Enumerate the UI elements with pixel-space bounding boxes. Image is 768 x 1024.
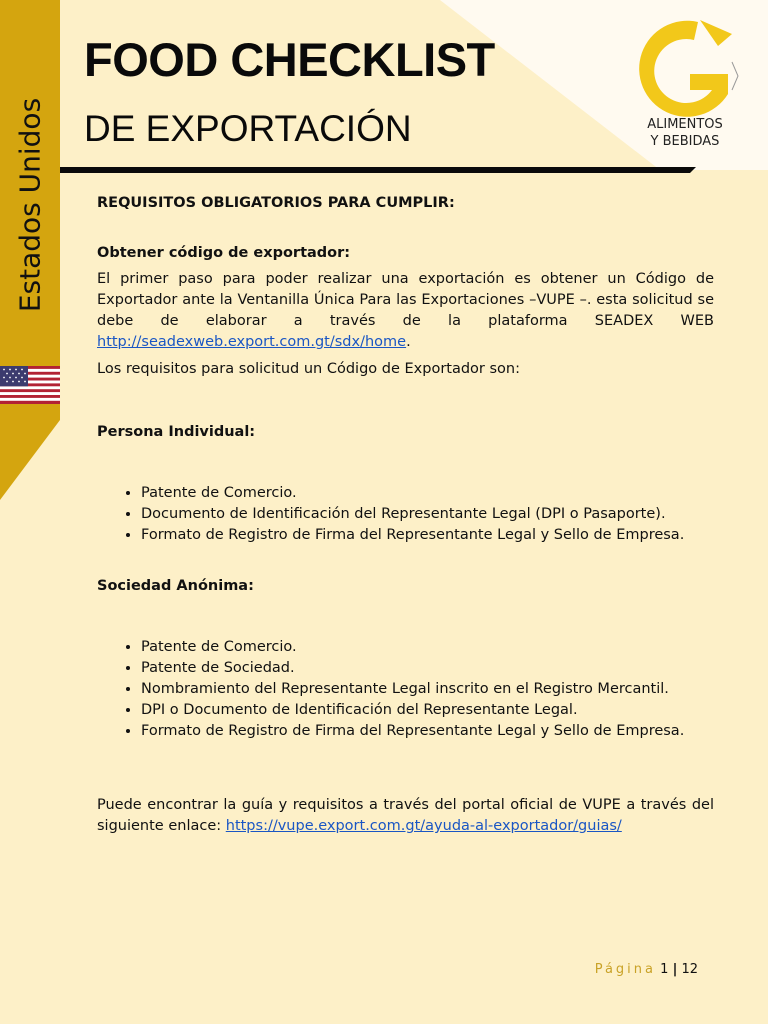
- section-exporter-code-text: [97, 269, 714, 353]
- list-item: • Formato de Registro de Firma del Representante Legal y Sello de Empresa.: [141, 525, 714, 546]
- requirements-intro: Los requisitos para solicitud un Código de Exportador son:: [97, 361, 520, 377]
- closing-paragraph: [97, 795, 714, 837]
- page-subtitle: DE EXPORTACIÓN: [84, 108, 412, 149]
- list-item: • Patente de Comercio.: [141, 637, 714, 658]
- list-item: • Documento de Identificación del Representante Legal (DPI o Pasaporte).: [141, 504, 714, 525]
- list-item: • DPI o Documento de Identificación del Representante Legal.: [141, 700, 714, 721]
- total-pages: 12: [681, 962, 698, 977]
- page-footer: [595, 962, 698, 977]
- sociedad-anonima-title: Sociedad Anónima:: [97, 578, 254, 594]
- page-separator: |: [672, 962, 678, 977]
- sociedad-requirements-list: [97, 637, 714, 742]
- link-suffix: .: [406, 334, 411, 350]
- requirements-heading: REQUISITOS OBLIGATORIOS PARA CUMPLIR:: [97, 195, 455, 211]
- section-exporter-code-title: Obtener código de exportador:: [97, 245, 351, 261]
- persona-individual-title: Persona Individual:: [97, 424, 256, 440]
- page-number: 1: [660, 962, 669, 977]
- main-content: [97, 193, 714, 837]
- section-exporter-code-body: El primer paso para poder realizar una exportación es obtener un Código de Exportador ante la Ventanilla Única Para las Exportaciones –VUPE –. esta solicitud se debe de elaborar a través de la plataforma SEADEX WEB: [97, 271, 714, 329]
- list-item: • Patente de Comercio.: [141, 483, 714, 504]
- list-item: • Nombramiento del Representante Legal inscrito en el Registro Mercantil.: [141, 679, 714, 700]
- seadex-link[interactable]: http://seadexweb.export.com.gt/sdx/home: [97, 334, 407, 350]
- logo-line-2: Y BEBIDAS: [650, 134, 720, 149]
- logo-text: [630, 116, 740, 150]
- list-item: • Patente de Sociedad.: [141, 658, 714, 679]
- logo-line-1: ALIMENTOS: [647, 117, 723, 132]
- page-title: FOOD CHECKLIST: [84, 33, 495, 86]
- page-word: Página: [594, 962, 656, 977]
- closing-text: Puede encontrar la guía y requisitos a través del portal oficial de VUPE a través del siguiente enlace:: [97, 797, 714, 834]
- persona-requirements-list: [97, 483, 714, 546]
- list-item: • Formato de Registro de Firma del Representante Legal y Sello de Empresa.: [141, 721, 714, 742]
- us-flag-icon: [0, 366, 60, 404]
- vupe-guides-link[interactable]: https://vupe.export.com.gt/ayuda-al-exportador/guias/: [225, 818, 622, 834]
